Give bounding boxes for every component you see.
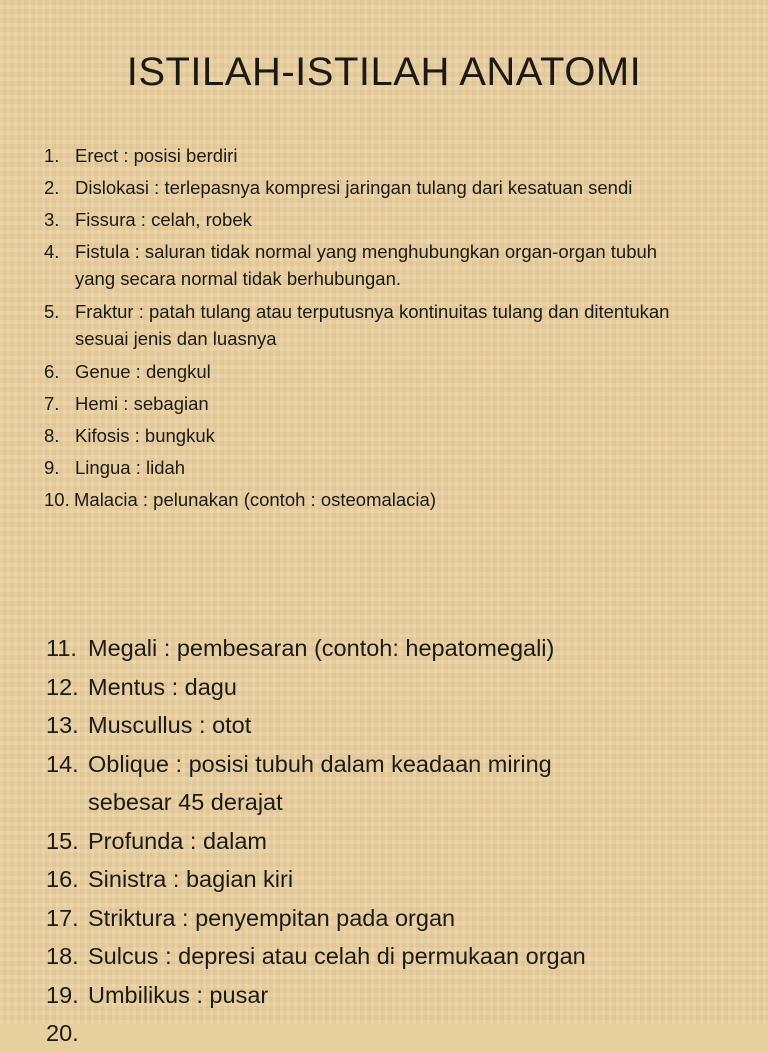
item-text: Megali : pembesaran (contoh: hepatomegali): [88, 635, 555, 661]
item-number: 20.: [46, 1020, 79, 1046]
item-text: Oblique : posisi tubuh dalam keadaan miring sebesar 45 derajat: [88, 750, 552, 815]
item-number: 5.: [44, 301, 60, 322]
list-item: [44, 356, 744, 388]
list-item: [46, 1014, 746, 1053]
item-number: 8.: [44, 425, 60, 446]
item-text: Genue : dengkul: [75, 361, 211, 382]
term-list: [44, 140, 744, 516]
item-number: 13.: [46, 712, 79, 738]
item-number: 19.: [46, 981, 79, 1008]
list-item: [44, 452, 744, 484]
list-item: [46, 860, 746, 899]
item-text: Sulcus : depresi atau celah di permukaan organ: [88, 943, 586, 969]
list-item: [46, 629, 746, 668]
item-number: 12.: [46, 673, 79, 700]
item-text: Sinistra : bagian kiri: [88, 866, 294, 892]
list-item: [44, 420, 744, 452]
item-number: 2.: [44, 177, 60, 198]
item-text: Lingua : lidah: [75, 457, 186, 478]
item-number: 3.: [44, 209, 60, 230]
item-text: Fraktur : patah tulang atau terputusnya kontinuitas tulang dan ditentukan sesuai jenis dan luasnya: [75, 301, 670, 349]
slide-title: ISTILAH-ISTILAH ANATOMI: [126, 50, 642, 94]
list-item: [46, 706, 746, 745]
item-number: 10.: [44, 489, 70, 510]
list-item: [46, 976, 746, 1015]
list-item: [44, 140, 744, 172]
item-text: Kifosis : bungkuk: [75, 425, 215, 446]
item-text: Muscullus : otot: [88, 712, 252, 738]
term-list: [46, 629, 746, 1053]
item-number: 11.: [46, 635, 77, 661]
item-text: Hemi : sebagian: [75, 393, 209, 414]
list-item: [44, 236, 694, 292]
item-number: 9.: [44, 457, 60, 478]
item-number: 1.: [44, 145, 60, 166]
item-number: 16.: [46, 866, 79, 892]
item-text: Dislokasi : terlepasnya kompresi jaringan tulang dari kesatuan sendi: [75, 177, 633, 198]
item-number: 14.: [46, 750, 79, 777]
list-item: [46, 745, 636, 822]
item-number: 17.: [46, 904, 79, 931]
item-text: Erect : posisi berdiri: [75, 145, 238, 166]
slide-2: [0, 576, 768, 1046]
list-item: [44, 296, 684, 352]
list-item: [46, 899, 746, 938]
item-text: Profunda : dalam: [88, 827, 267, 854]
item-number: 7.: [44, 393, 60, 414]
item-text: Mentus : dagu: [88, 673, 237, 700]
item-number: 18.: [46, 943, 79, 969]
item-number: 15.: [46, 827, 79, 854]
item-text: Umbilikus : pusar: [88, 981, 269, 1008]
list-item: [44, 204, 744, 236]
list-item: [44, 172, 744, 204]
item-text: Malacia : pelunakan (contoh : osteomalacia): [74, 489, 436, 510]
list-item: [44, 484, 744, 516]
list-item: [46, 937, 746, 976]
list-item: [44, 388, 744, 420]
item-text: Fissura : celah, robek: [75, 209, 252, 230]
list-item: [46, 668, 746, 707]
item-text: Striktura : penyempitan pada organ: [88, 904, 456, 931]
list-item: [46, 822, 746, 861]
item-text: Fistula : saluran tidak normal yang menghubungkan organ-organ tubuh yang secara normal tidak berhubungan.: [75, 241, 658, 289]
item-number: 4.: [44, 241, 60, 262]
item-number: 6.: [44, 361, 60, 382]
